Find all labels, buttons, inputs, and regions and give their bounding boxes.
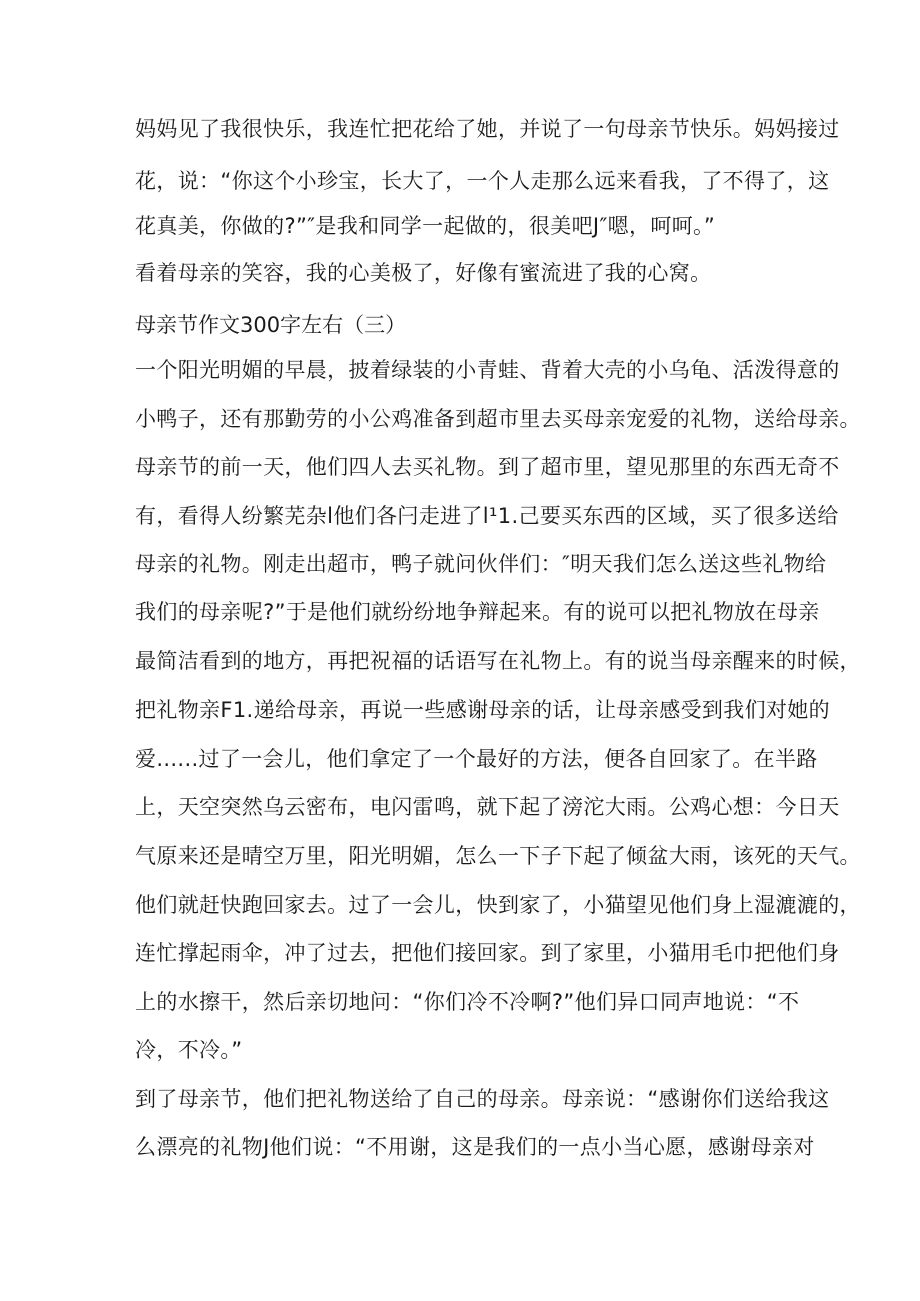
paragraph-line: 小鸭子，还有那勤劳的小公鸡准备到超市里去买母亲宠爱的礼物，送给母亲。 xyxy=(135,407,861,431)
paragraph-line: 他们就赶快跑回家去。过了一会儿，快到家了，小猫望见他们身上湿漉漉的， xyxy=(135,893,861,917)
paragraph-line: 气原来还是晴空万里，阳光明媚，怎么一下子下起了倾盆大雨，该死的天气。 xyxy=(135,844,861,868)
paragraph-line: 有，看得人纷繁芜杂l他们各闩走进了l¹1.己要买东西的区域，买了很多送给 xyxy=(135,504,839,528)
paragraph-line: 一个阳光明媚的早晨，披着绿装的小青蛙、背着大壳的小乌龟、活泼得意的 xyxy=(135,358,840,382)
paragraph-line: 母亲节的前一天，他们四人去买礼物。到了超市里，望见那里的东西无奇不 xyxy=(135,455,840,479)
paragraph-line: 爱......过了一会儿，他们拿定了一个最好的方法，便各自回家了。在半路 xyxy=(135,747,818,771)
paragraph-line: 连忙撑起雨伞，冲了过去，把他们接回家。到了家里，小猫用毛巾把他们身 xyxy=(135,941,840,965)
paragraph-line: 么漂亮的礼物J他们说：“不用谢，这是我们的一点小当心愿，感谢母亲对 xyxy=(135,1135,815,1159)
paragraph-line: 冷，不冷。” xyxy=(135,1038,243,1062)
paragraph-line: 把礼物亲F1.递给母亲，再说一些感谢母亲的话，让母亲感受到我们对她的 xyxy=(135,698,831,722)
section-heading: 母亲节作文300字左右（三） xyxy=(135,313,407,337)
paragraph-line: 花真美，你做的?”″是我和同学一起做的，很美吧J″嗯，呵呵。” xyxy=(135,214,716,238)
paragraph-line: 花，说：“你这个小珍宝，长大了，一个人走那么远来看我，了不得了，这 xyxy=(135,169,830,193)
paragraph-line: 妈妈见了我很快乐，我连忙把花给了她，并说了一句母亲节快乐。妈妈接过 xyxy=(135,117,840,141)
paragraph-line: 母亲的礼物。刚走出超市，鸭子就问伙伴们：″明天我们怎么送这些礼物给 xyxy=(135,552,827,576)
paragraph-line: 上，天空突然乌云密布，电闪雷鸣，就下起了滂沱大雨。公鸡心想：今日天 xyxy=(135,795,840,819)
paragraph-line: 上的水擦干，然后亲切地问：“你们冷不冷啊?”他们异口同声地说：“不 xyxy=(135,990,800,1014)
paragraph-line: 最简洁看到的地方，再把祝福的话语写在礼物上。有的说当母亲醒来的时候， xyxy=(135,649,861,673)
paragraph-line: 到了母亲节，他们把礼物送给了自己的母亲。母亲说：“感谢你们送给我这 xyxy=(135,1087,830,1111)
paragraph-line: 我们的母亲呢?”于是他们就纷纷地争辩起来。有的说可以把礼物放在母亲 xyxy=(135,600,820,624)
paragraph-line: 看着母亲的笑容，我的心美极了，好像有蜜流进了我的心窝。 xyxy=(135,261,712,285)
